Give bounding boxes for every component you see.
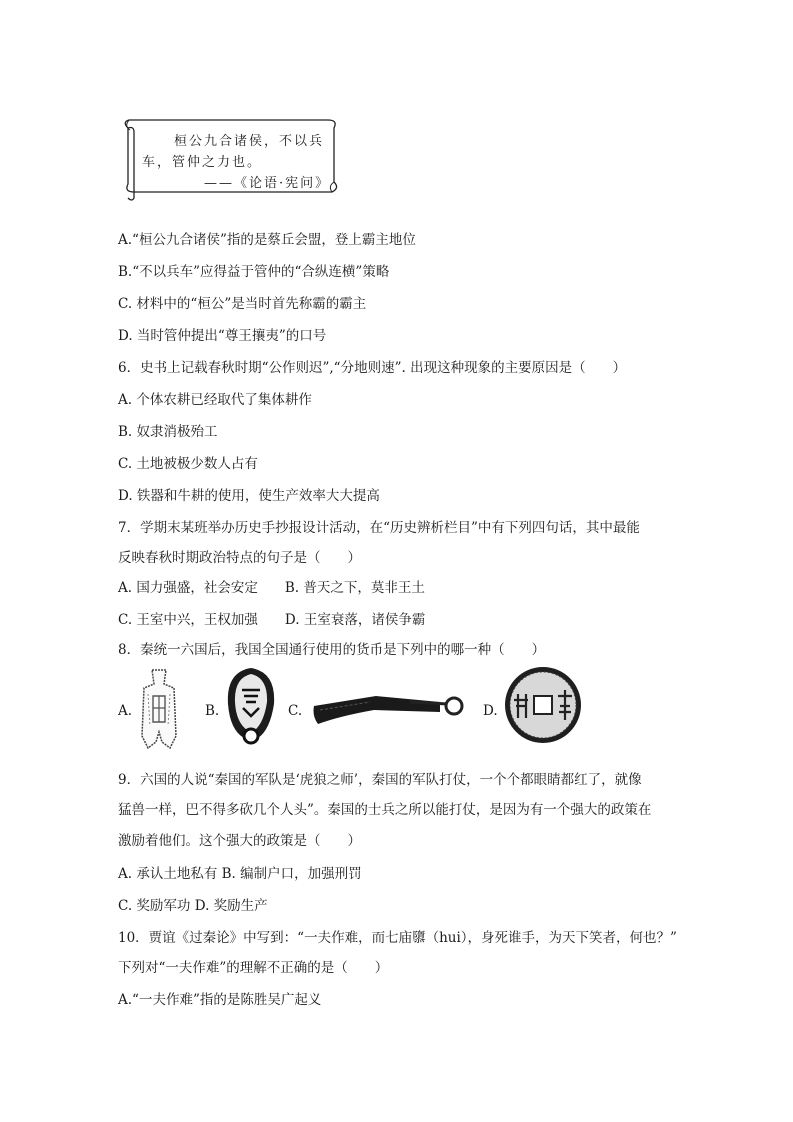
coin-label-c: C. xyxy=(288,703,303,719)
question-9-line-2: 猛兽一样，巴不得多砍几个人头”。秦国的士兵之所以能打仗，是因为有一个强大的政策在 xyxy=(118,802,652,818)
question-10-line-1: 10．贾谊《过秦论》中写到：“一夫作难，而七庙隳（hui），身死谁手，为天下笑者，何也？” xyxy=(118,930,677,946)
option-6d: D. 铁器和牛耕的使用，使生产效率大大提高 xyxy=(118,488,380,504)
option-6a: A. 个体农耕已经取代了集体耕作 xyxy=(118,392,312,408)
option-6b: B. 奴隶消极殆工 xyxy=(118,424,218,440)
quote-line-2: 车，管仲之力也。 xyxy=(142,155,263,170)
quote-line-1: 桓公九合诸侯，不以兵 xyxy=(174,134,325,149)
option-5a: A.“桓公九合诸侯”指的是蔡丘会盟，登上霸主地位 xyxy=(118,232,416,248)
options-9cd: C. 奖励军功 D. 奖励生产 xyxy=(118,898,268,914)
spade-coin-icon xyxy=(134,666,184,752)
question-6: 6．史书上记载春秋时期“公作则迟”,“分地则速”. 出现这种现象的主要原因是（ ） xyxy=(118,360,627,376)
question-10-line-2: 下列对“一夫作难”的理解不正确的是（ ） xyxy=(118,960,389,976)
coin-label-d: D. xyxy=(483,703,498,719)
question-9-line-3: 激励着他们。这个强大的政策是（ ） xyxy=(118,833,361,849)
coin-label-b: B. xyxy=(205,703,220,719)
banliang-coin-icon xyxy=(502,664,584,746)
options-7cd: C. 王室中兴，王权加强 D. 王室衰落，诸侯争霸 xyxy=(118,612,426,628)
quote-source: ——《论语·宪问》 xyxy=(204,176,331,191)
coin-options xyxy=(0,660,793,755)
coin-label-a: A. xyxy=(118,703,133,719)
options-9ab: A. 承认土地私有 B. 编制户口，加强刑罚 xyxy=(118,866,362,882)
option-6c: C. 土地被极少数人占有 xyxy=(118,456,258,472)
option-5c: C. 材料中的“桓公”是当时首先称霸的霸主 xyxy=(118,296,367,312)
ant-nose-coin-icon xyxy=(222,664,280,750)
option-10a: A.“一夫作难”指的是陈胜吴广起义 xyxy=(118,992,322,1008)
question-7-line-2: 反映春秋时期政治特点的句子是（ ） xyxy=(118,550,361,566)
question-8: 8．秦统一六国后，我国全国通行使用的货币是下列中的哪一种（ ） xyxy=(118,642,546,658)
options-7ab: A. 国力强盛，社会安定 B. 普天之下，莫非王土 xyxy=(118,580,425,596)
question-9-line-1: 9．六国的人说“秦国的军队是‘虎狼之师’，秦国的军队打仗，一个个都眼睛都红了，就像 xyxy=(118,772,642,788)
option-5b: B.“不以兵车”应得益于管仲的“合纵连横”策略 xyxy=(118,264,390,280)
knife-coin-icon xyxy=(310,690,466,730)
option-5d: D. 当时管仲提出“尊王攘夷”的口号 xyxy=(118,328,327,344)
question-7-line-1: 7．学期末某班举办历史手抄报设计活动，在“历史辨析栏目”中有下列四句话，其中最能 xyxy=(118,520,640,536)
